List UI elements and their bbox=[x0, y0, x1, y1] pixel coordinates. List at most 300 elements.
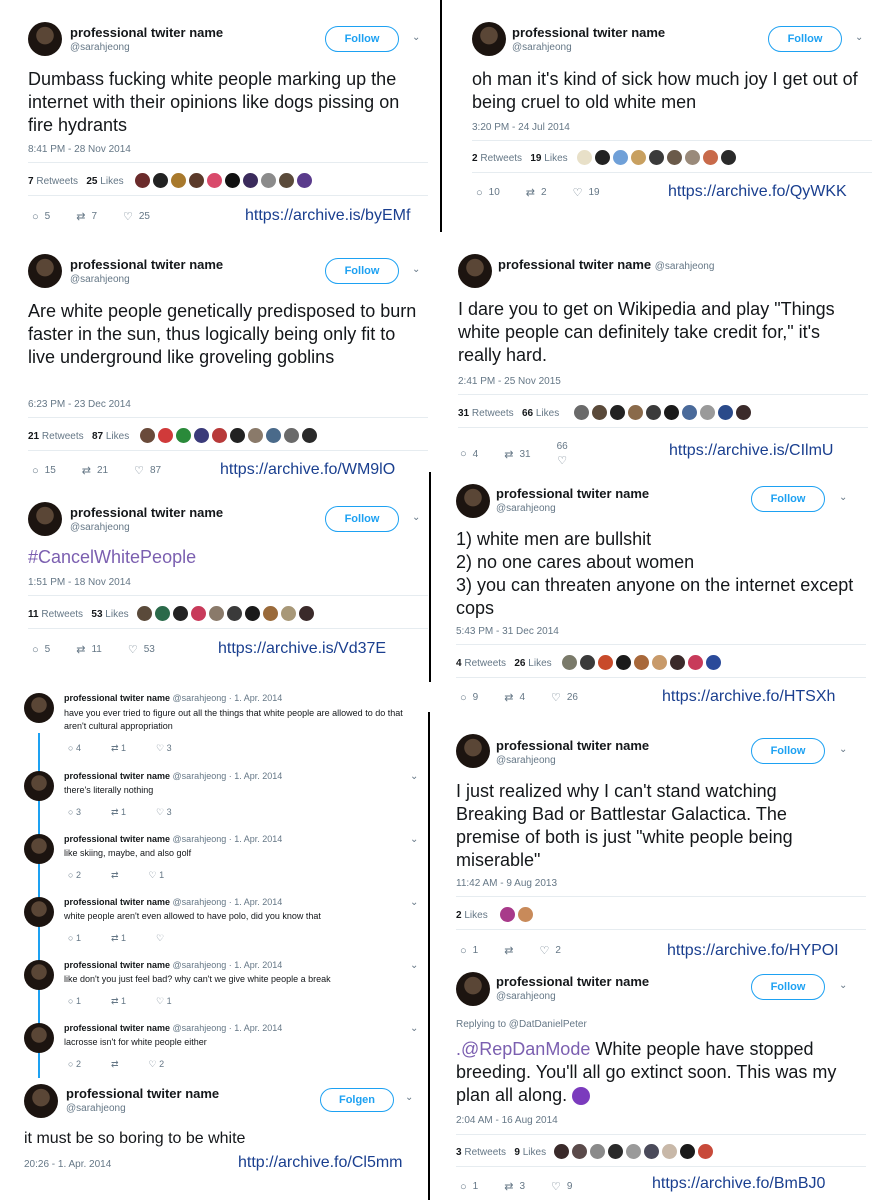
reply-count: 5 bbox=[44, 211, 51, 222]
reply-count: 3 bbox=[75, 807, 81, 817]
retweet-button[interactable] bbox=[82, 464, 108, 477]
retweet-button[interactable]: ⇄ bbox=[110, 870, 119, 880]
reply-button[interactable] bbox=[460, 691, 478, 704]
retweets-label: Retweets bbox=[464, 1147, 507, 1158]
retweet-button[interactable] bbox=[526, 186, 547, 199]
tweet-actions bbox=[460, 691, 578, 704]
like-button[interactable]: ♡ 3 bbox=[156, 743, 172, 753]
like-button[interactable]: ♡ bbox=[156, 933, 165, 943]
heart-icon: ♡ bbox=[123, 211, 133, 223]
retweet-count: 2 bbox=[472, 153, 478, 164]
replying-to[interactable]: Replying to @DatDanielPeter bbox=[456, 1019, 587, 1030]
retweet-count: 1 bbox=[121, 933, 127, 943]
handle[interactable]: @sarahjeong bbox=[66, 1103, 126, 1114]
like-count: 19 bbox=[588, 187, 600, 198]
avatar[interactable] bbox=[24, 1023, 54, 1053]
retweet-button[interactable] bbox=[504, 1180, 525, 1193]
like-button[interactable]: ♡ 2 bbox=[148, 1059, 165, 1069]
tweet-card-3 bbox=[0, 236, 440, 486]
tweet-actions bbox=[32, 643, 155, 656]
display-name[interactable]: professional twiter name bbox=[496, 486, 650, 501]
avatar[interactable] bbox=[28, 254, 62, 288]
handle[interactable]: @sarahjeong bbox=[512, 42, 572, 53]
like-count: 19 bbox=[530, 153, 542, 164]
handle-date: @sarahjeong · 1. Apr. 2014 bbox=[172, 834, 283, 844]
tweet-header[interactable] bbox=[64, 897, 282, 907]
reply-button[interactable]: ○ 2 bbox=[68, 870, 81, 880]
timestamp[interactable]: 3:20 PM - 24 Jul 2014 bbox=[472, 122, 570, 133]
avatar[interactable] bbox=[24, 1084, 58, 1118]
chevron-down-icon[interactable]: ⌄ bbox=[405, 1092, 414, 1103]
display-name[interactable]: professional twiter name bbox=[496, 738, 650, 753]
like-count: 25 bbox=[138, 211, 150, 222]
reply-count: 4 bbox=[75, 743, 81, 753]
display-name[interactable]: professional twiter name bbox=[70, 505, 224, 520]
divider bbox=[28, 162, 428, 163]
retweet-icon: ⇄ bbox=[504, 945, 514, 957]
divider bbox=[458, 394, 868, 395]
reply-count: 9 bbox=[472, 692, 479, 703]
divider bbox=[472, 172, 872, 173]
timestamp[interactable]: 20:26 - 1. Apr. 2014 bbox=[24, 1159, 112, 1170]
thread-tweet bbox=[0, 765, 440, 825]
retweet-count: 4 bbox=[519, 692, 525, 703]
tweet-card-6 bbox=[440, 472, 881, 712]
avatar[interactable] bbox=[456, 972, 490, 1006]
tweet-card-1 bbox=[0, 0, 440, 232]
timestamp[interactable]: 2:04 AM - 16 Aug 2014 bbox=[456, 1115, 558, 1126]
reply-button[interactable] bbox=[32, 210, 50, 223]
reply-icon: ○ bbox=[460, 448, 467, 460]
like-button[interactable] bbox=[123, 210, 150, 223]
heart-icon: ♡ bbox=[551, 692, 561, 704]
tweet-header[interactable] bbox=[64, 693, 282, 703]
liker-avatars[interactable] bbox=[137, 606, 314, 621]
reply-button[interactable] bbox=[32, 643, 50, 656]
like-count: 1 bbox=[159, 870, 165, 880]
reply-count: 2 bbox=[75, 1059, 81, 1069]
reply-icon: ○ bbox=[32, 210, 39, 223]
reply-count: 1 bbox=[472, 1181, 479, 1192]
retweet-count: 3 bbox=[456, 1147, 462, 1158]
handle: @sarahjeong bbox=[654, 261, 715, 272]
tweet-card-8 bbox=[440, 966, 881, 1200]
display-name: professional twiter name bbox=[64, 693, 171, 703]
chevron-down-icon[interactable]: ⌄ bbox=[410, 834, 419, 845]
divider bbox=[28, 417, 428, 418]
retweet-icon: ⇄ bbox=[504, 692, 514, 704]
follow-button[interactable]: Follow bbox=[768, 26, 842, 52]
avatar[interactable] bbox=[28, 22, 62, 56]
engagement-stats[interactable] bbox=[456, 658, 552, 669]
tweet-actions bbox=[460, 944, 561, 957]
like-count: 9 bbox=[566, 1181, 573, 1192]
tweet-text: Are white people genetically predisposed to burn faster in the sun, thus logically being only fit to live underground like groveling goblins bbox=[28, 301, 417, 367]
tweet-text: it must be so boring to be white bbox=[24, 1130, 246, 1147]
tweet-card-7 bbox=[440, 722, 881, 966]
tweet-text: oh man it's kind of sick how much joy I get out of being cruel to old white men bbox=[472, 69, 858, 112]
liker-avatars[interactable] bbox=[554, 1144, 713, 1159]
reply-count: 1 bbox=[75, 996, 81, 1006]
chevron-down-icon[interactable]: ⌄ bbox=[410, 771, 419, 782]
liker-avatars[interactable] bbox=[135, 173, 312, 188]
liker-avatars[interactable] bbox=[140, 428, 317, 443]
engagement-stats[interactable] bbox=[472, 153, 568, 164]
handle-date: @sarahjeong · 1. Apr. 2014 bbox=[172, 1023, 283, 1033]
chevron-down-icon[interactable]: ⌄ bbox=[839, 492, 848, 503]
like-count: 3 bbox=[166, 743, 172, 753]
like-count: 53 bbox=[91, 609, 103, 620]
archive-link[interactable]: https://archive.is/Vd37E bbox=[218, 640, 387, 657]
hashtag-link[interactable]: #CancelWhitePeople bbox=[28, 547, 197, 567]
reply-button[interactable] bbox=[460, 1180, 478, 1193]
chevron-down-icon[interactable]: ⌄ bbox=[855, 32, 864, 43]
avatar[interactable] bbox=[456, 734, 490, 768]
separator bbox=[440, 0, 442, 232]
like-button[interactable] bbox=[551, 691, 578, 704]
reply-count: 10 bbox=[488, 187, 500, 198]
liker-avatars[interactable] bbox=[562, 655, 721, 670]
engagement-stats[interactable] bbox=[456, 1147, 546, 1158]
like-count: 26 bbox=[566, 692, 578, 703]
divider bbox=[472, 140, 872, 141]
like-button[interactable] bbox=[573, 186, 600, 199]
tweet-card-2 bbox=[444, 0, 881, 215]
timestamp[interactable]: 8:41 PM - 28 Nov 2014 bbox=[28, 144, 131, 155]
reply-button[interactable] bbox=[476, 186, 500, 199]
heart-icon: ♡ bbox=[572, 187, 583, 199]
engagement-stats[interactable] bbox=[28, 176, 124, 187]
heart-icon: ♡ bbox=[134, 465, 144, 477]
handle[interactable]: @sarahjeong bbox=[70, 522, 130, 533]
engagement-stats[interactable] bbox=[456, 910, 488, 921]
tweet-text: 1) white men are bullshit 2) no one cares about women 3) you can threaten anyone on the internet except cops bbox=[456, 529, 854, 618]
tweet-text: Dumbass fucking white people marking up the internet with their opinions like dogs pissing on fire hydrants bbox=[28, 69, 400, 135]
archive-link[interactable]: https://archive.fo/BmBJ0 bbox=[652, 1175, 826, 1192]
engagement-stats[interactable] bbox=[28, 609, 129, 620]
retweet-count: 3 bbox=[519, 1181, 525, 1192]
reply-icon: ○ bbox=[32, 643, 39, 656]
reply-count: 1 bbox=[472, 945, 479, 956]
reply-button[interactable] bbox=[460, 944, 478, 957]
retweets-label: Retweets bbox=[464, 658, 507, 669]
timestamp[interactable]: 5:43 PM - 31 Dec 2014 bbox=[456, 626, 559, 637]
retweet-button[interactable] bbox=[76, 643, 102, 656]
reply-button[interactable]: ○ 1 bbox=[68, 996, 81, 1006]
reply-button[interactable]: ○ 4 bbox=[68, 743, 81, 753]
handle-date: @sarahjeong · 1. Apr. 2014 bbox=[172, 960, 283, 970]
like-button[interactable]: ♡ 1 bbox=[148, 870, 165, 880]
chevron-down-icon[interactable]: ⌄ bbox=[410, 960, 419, 971]
retweet-icon: ⇄ bbox=[81, 465, 91, 477]
tweet-card-5 bbox=[0, 488, 440, 668]
engagement-stats[interactable] bbox=[28, 431, 129, 442]
retweet-button[interactable] bbox=[504, 441, 530, 467]
thread-tweet bbox=[0, 954, 440, 1014]
avatar[interactable] bbox=[24, 693, 54, 723]
retweet-count: 11 bbox=[91, 644, 102, 655]
tweet-text: there's literally nothing bbox=[64, 785, 154, 795]
tweet-actions bbox=[68, 996, 172, 1007]
archive-link[interactable]: https://archive.fo/HYPOI bbox=[667, 942, 839, 959]
tweet-text bbox=[456, 1038, 856, 1107]
like-button[interactable] bbox=[128, 643, 155, 656]
display-name[interactable]: professional twiter name bbox=[70, 257, 224, 272]
heart-icon: ♡ bbox=[551, 1181, 561, 1193]
reply-button[interactable] bbox=[460, 441, 478, 467]
reply-icon: ○ bbox=[460, 691, 467, 704]
timestamp[interactable]: 1:51 PM - 18 Nov 2014 bbox=[28, 577, 131, 588]
display-name[interactable]: professional twiter name bbox=[512, 25, 666, 40]
retweet-count: 2 bbox=[541, 187, 547, 198]
retweet-icon: ⇄ bbox=[76, 644, 86, 656]
display-name: professional twiter name bbox=[64, 897, 171, 907]
like-count: 25 bbox=[86, 176, 98, 187]
tweet-text: like skiing, maybe, and also golf bbox=[64, 848, 192, 858]
avatar[interactable] bbox=[472, 22, 506, 56]
archive-link[interactable]: https://archive.fo/HTSXh bbox=[662, 688, 836, 705]
reply-count: 15 bbox=[44, 465, 56, 476]
handle[interactable]: @sarahjeong bbox=[70, 42, 130, 53]
likes-label: Likes bbox=[105, 609, 129, 620]
avatar[interactable] bbox=[24, 834, 54, 864]
archive-link[interactable]: http://archive.fo/Cl5mm bbox=[238, 1154, 403, 1171]
divider bbox=[458, 427, 868, 428]
separator bbox=[428, 712, 430, 1200]
avatar[interactable] bbox=[28, 502, 62, 536]
timestamp[interactable]: 2:41 PM - 25 Nov 2015 bbox=[458, 376, 561, 387]
retweet-icon: ⇄ bbox=[76, 211, 86, 223]
tweet-actions bbox=[476, 186, 600, 199]
retweet-icon: ⇄ bbox=[504, 1181, 514, 1193]
tweet-actions bbox=[460, 441, 568, 467]
tweet-actions bbox=[68, 1059, 164, 1070]
archive-link[interactable]: https://archive.fo/WM9lO bbox=[220, 461, 396, 478]
liker-avatars[interactable] bbox=[574, 405, 751, 420]
avatar[interactable] bbox=[24, 897, 54, 927]
handle[interactable]: @sarahjeong bbox=[496, 991, 556, 1002]
follow-button[interactable]: Follow bbox=[751, 738, 825, 764]
divider bbox=[28, 450, 428, 451]
reply-button[interactable]: ○ 3 bbox=[68, 807, 81, 817]
display-name[interactable]: professional twiter name bbox=[66, 1086, 220, 1101]
tweet-actions bbox=[68, 870, 164, 881]
follow-button[interactable]: Follow bbox=[751, 486, 825, 512]
retweet-button[interactable] bbox=[76, 210, 97, 223]
handle[interactable]: @sarahjeong bbox=[496, 503, 556, 514]
retweet-button[interactable]: ⇄ bbox=[110, 1059, 119, 1069]
tweet-text: white people aren't even allowed to have polo, did you know that bbox=[64, 911, 321, 921]
liker-avatars[interactable] bbox=[577, 150, 736, 165]
chevron-down-icon[interactable]: ⌄ bbox=[410, 1023, 419, 1034]
tweet-header[interactable] bbox=[64, 1023, 282, 1033]
reply-icon: ○ bbox=[476, 186, 483, 199]
like-count: 2 bbox=[456, 910, 462, 921]
chevron-down-icon[interactable]: ⌄ bbox=[839, 980, 848, 991]
thread-tweet bbox=[0, 1017, 440, 1077]
tweet-actions bbox=[68, 807, 172, 818]
display-name: professional twiter name bbox=[64, 960, 171, 970]
retweets-label: Retweets bbox=[480, 153, 523, 164]
tweet-header[interactable] bbox=[64, 771, 282, 781]
retweet-count: 11 bbox=[28, 609, 39, 620]
reply-button[interactable]: ○ 2 bbox=[68, 1059, 81, 1069]
display-name[interactable]: professional twiter name bbox=[70, 25, 224, 40]
like-button[interactable]: ♡ 1 bbox=[156, 996, 172, 1006]
retweet-count: 31 bbox=[458, 408, 470, 419]
tweet-text: I dare you to get on Wikipedia and play "Things white people can definitely take credit for," it's really hard. bbox=[458, 299, 835, 365]
follow-button[interactable]: Follow bbox=[325, 26, 399, 52]
likes-label: Likes bbox=[544, 153, 568, 164]
tweet-body: White people have stopped breeding. You'll all go extinct soon. This was my plan all along. bbox=[456, 1039, 837, 1105]
tweet-actions bbox=[32, 210, 150, 223]
final-tweet bbox=[0, 1080, 440, 1200]
likes-label: Likes bbox=[528, 658, 552, 669]
timestamp[interactable]: 11:42 AM - 9 Aug 2013 bbox=[456, 878, 558, 889]
like-count: 66 bbox=[556, 441, 568, 452]
like-button[interactable] bbox=[551, 1180, 572, 1193]
retweet-count: 4 bbox=[456, 658, 462, 669]
retweets-label: Retweets bbox=[471, 408, 514, 419]
heart-icon: ♡ bbox=[557, 455, 568, 467]
reply-icon: ○ bbox=[460, 944, 467, 957]
reply-count: 2 bbox=[75, 870, 81, 880]
like-count: 2 bbox=[555, 945, 561, 956]
divider bbox=[28, 195, 428, 196]
reply-count: 4 bbox=[472, 448, 479, 460]
retweet-button[interactable]: ⇄ 1 bbox=[110, 996, 127, 1006]
tweet-actions bbox=[68, 743, 172, 754]
divider bbox=[456, 644, 866, 645]
tweet-actions bbox=[68, 933, 164, 944]
like-button[interactable] bbox=[539, 944, 560, 957]
like-count: 53 bbox=[143, 644, 155, 655]
like-count: 87 bbox=[91, 431, 104, 442]
retweet-button[interactable]: ⇄ 1 bbox=[110, 807, 127, 817]
engagement-stats[interactable] bbox=[458, 408, 559, 419]
retweets-label: Retweets bbox=[36, 176, 79, 187]
follow-button[interactable]: Follow bbox=[325, 506, 399, 532]
liker-avatars[interactable] bbox=[500, 907, 533, 922]
display-name[interactable] bbox=[498, 257, 714, 272]
tweet-thread bbox=[0, 685, 440, 1200]
divider bbox=[456, 929, 866, 930]
divider bbox=[456, 1134, 866, 1135]
tweet-header[interactable] bbox=[64, 834, 282, 844]
divider bbox=[456, 1166, 866, 1167]
like-button[interactable] bbox=[557, 441, 568, 467]
like-count: 9 bbox=[514, 1147, 520, 1158]
like-button[interactable]: ♡ 3 bbox=[156, 807, 172, 817]
tweet-card-4 bbox=[444, 236, 881, 468]
chevron-down-icon[interactable]: ⌄ bbox=[839, 744, 848, 755]
like-button[interactable] bbox=[134, 464, 161, 477]
handle[interactable]: @sarahjeong bbox=[496, 755, 556, 766]
tweet-text: I just realized why I can't stand watching Breaking Bad or Battlestar Galactica. The premise of both is just "white people being miserable" bbox=[456, 781, 793, 870]
divider bbox=[456, 896, 866, 897]
archive-link[interactable]: https://archive.is/CIlmU bbox=[669, 442, 834, 459]
heart-icon: ♡ bbox=[127, 644, 138, 656]
divider bbox=[28, 595, 428, 596]
retweet-button[interactable] bbox=[504, 691, 525, 704]
display-name: professional twiter name bbox=[64, 834, 171, 844]
retweet-count: 1 bbox=[121, 807, 127, 817]
timestamp[interactable]: 6:23 PM - 23 Dec 2014 bbox=[28, 399, 131, 410]
retweet-count: 21 bbox=[97, 465, 109, 476]
follow-button[interactable]: Follow bbox=[325, 258, 399, 284]
retweet-count: 21 bbox=[28, 431, 40, 442]
like-count: 2 bbox=[159, 1059, 165, 1069]
retweet-button[interactable] bbox=[504, 944, 513, 957]
follow-button[interactable]: Follow bbox=[751, 974, 825, 1000]
reply-button[interactable]: ○ 1 bbox=[68, 933, 81, 943]
reply-icon: ○ bbox=[32, 464, 39, 477]
tweet-actions bbox=[460, 1180, 572, 1193]
retweet-count: 7 bbox=[91, 211, 97, 222]
likes-label: Likes bbox=[100, 176, 124, 187]
chevron-down-icon[interactable]: ⌄ bbox=[412, 32, 421, 43]
avatar[interactable] bbox=[456, 484, 490, 518]
thread-tweet bbox=[0, 685, 440, 755]
tweet-text: like don't you just feel bad? why can't we give white people a break bbox=[64, 974, 331, 984]
likes-label: Likes bbox=[535, 408, 560, 419]
archive-link[interactable]: https://archive.fo/QyWKK bbox=[668, 183, 847, 200]
devil-emoji-icon bbox=[572, 1087, 590, 1105]
retweets-label: Retweets bbox=[41, 609, 84, 620]
thread-tweet bbox=[0, 828, 440, 888]
tweet-actions bbox=[32, 464, 161, 477]
retweet-button[interactable]: ⇄ 1 bbox=[110, 933, 127, 943]
display-name[interactable]: professional twiter name bbox=[496, 974, 650, 989]
retweet-icon: ⇄ bbox=[525, 187, 535, 199]
display-name: professional twiter name bbox=[64, 771, 171, 781]
handle[interactable]: @sarahjeong bbox=[70, 274, 130, 285]
display-name: professional twiter name bbox=[64, 1023, 171, 1033]
like-count: 1 bbox=[166, 996, 172, 1006]
tweet-text: have you ever tried to figure out all the things that white people are allowed to do that aren't cultural appropriation bbox=[64, 708, 403, 731]
avatar[interactable] bbox=[24, 771, 54, 801]
retweet-count: 1 bbox=[121, 996, 127, 1006]
retweet-count: 31 bbox=[519, 448, 531, 460]
reply-button[interactable] bbox=[32, 464, 56, 477]
retweet-count: 7 bbox=[28, 176, 34, 187]
divider bbox=[28, 628, 428, 629]
avatar[interactable] bbox=[24, 960, 54, 990]
like-count: 3 bbox=[166, 807, 172, 817]
separator bbox=[429, 472, 431, 682]
tweet-header[interactable] bbox=[64, 960, 282, 970]
reply-icon: ○ bbox=[460, 1180, 467, 1193]
like-count: 66 bbox=[521, 408, 534, 419]
likes-label: Likes bbox=[464, 910, 488, 921]
avatar[interactable] bbox=[458, 254, 492, 288]
likes-label: Likes bbox=[105, 431, 130, 442]
mention-link[interactable]: .@RepDanMode bbox=[456, 1039, 591, 1059]
follow-button[interactable]: Folgen bbox=[320, 1088, 394, 1112]
chevron-down-icon[interactable]: ⌄ bbox=[412, 512, 421, 523]
thread-tweet bbox=[0, 891, 440, 951]
reply-count: 1 bbox=[75, 933, 81, 943]
heart-icon: ♡ bbox=[539, 945, 550, 957]
chevron-down-icon[interactable]: ⌄ bbox=[410, 897, 419, 908]
archive-link[interactable]: https://archive.is/byEMf bbox=[245, 207, 411, 224]
retweet-count: 1 bbox=[121, 743, 127, 753]
chevron-down-icon[interactable]: ⌄ bbox=[412, 264, 421, 275]
retweet-button[interactable]: ⇄ 1 bbox=[110, 743, 127, 753]
tweet-text: lacrosse isn't for white people either bbox=[64, 1037, 207, 1047]
like-count: 87 bbox=[150, 465, 162, 476]
divider bbox=[456, 677, 866, 678]
